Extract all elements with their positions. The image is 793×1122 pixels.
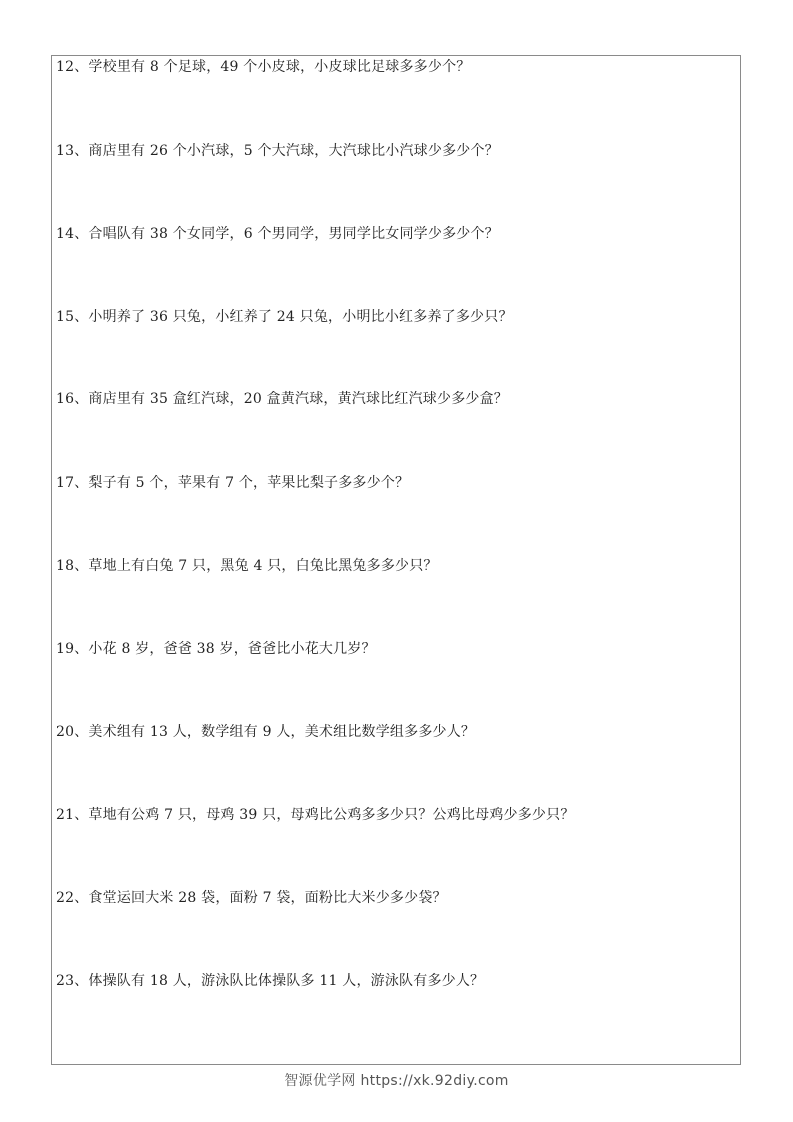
question-16: 16、商店里有 35 盒红汽球，20 盒黄汽球，黄汽球比红汽球少多少盒？: [56, 391, 508, 407]
question-20: 20、美术组有 13 人，数学组有 9 人，美术组比数学组多多少人？: [56, 724, 476, 740]
question-21: 21、草地有公鸡 7 只，母鸡 39 只，母鸡比公鸡多多少只？公鸡比母鸡少多少只？: [56, 807, 575, 823]
question-17: 17、梨子有 5 个，苹果有 7 个，苹果比梨子多多少个？: [56, 475, 410, 491]
question-12: 12、学校里有 8 个足球，49 个小皮球，小皮球比足球多多少个？: [56, 59, 471, 75]
question-23: 23、体操队有 18 人，游泳队比体操队多 11 人，游泳队有多少人？: [56, 973, 485, 989]
question-15: 15、小明养了 36 只兔，小红养了 24 只兔，小明比小红多养了多少只？: [56, 309, 513, 325]
question-19: 19、小花 8 岁，爸爸 38 岁，爸爸比小花大几岁？: [56, 641, 376, 657]
question-18: 18、草地上有白兔 7 只，黑兔 4 只，白兔比黑兔多多少只？: [56, 558, 438, 574]
question-14: 14、合唱队有 38 个女同学，6 个男同学，男同学比女同学少多少个？: [56, 226, 499, 242]
question-13: 13、商店里有 26 个小汽球，5 个大汽球，大汽球比小汽球少多少个？: [56, 143, 499, 159]
question-22: 22、食堂运回大米 28 袋，面粉 7 袋，面粉比大米少多少袋？: [56, 890, 447, 906]
footer-watermark: 智源优学网 https://xk.92diy.com: [284, 1073, 509, 1089]
